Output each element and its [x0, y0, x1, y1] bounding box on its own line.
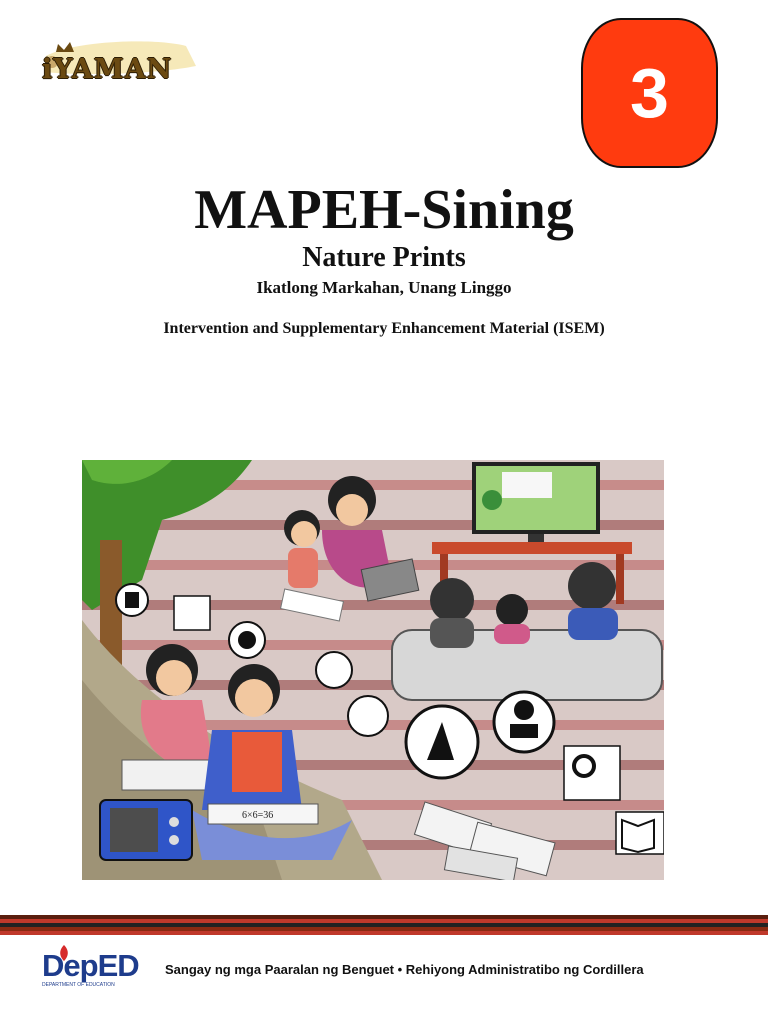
page-title: MAPEH-Sining: [194, 179, 574, 241]
footer-division-text: Sangay ng mga Paaralan ng Benguet • Rehiyong Administratibo ng Cordillera: [165, 962, 644, 977]
checklist-icon: [348, 696, 388, 736]
cover-illustration: [82, 460, 664, 880]
deped-logo-subtext: DEPARTMENT OF EDUCATION: [42, 982, 115, 988]
iyaman-logo-text: iYAMAN: [42, 54, 173, 85]
quarter-label: Ikatlong Markahan, Unang Linggo: [256, 278, 512, 297]
book-equation-text: 6×6=36: [242, 810, 274, 821]
grade-number: 3: [630, 54, 669, 132]
teacher-board-icon: [174, 596, 210, 630]
iyaman-logo: [36, 36, 206, 96]
family-learning-illustration: [82, 460, 664, 880]
material-label: Intervention and Supplementary Enhancement Material (ISEM): [163, 320, 605, 337]
deped-logo-text: DepED: [42, 948, 139, 983]
stripe: [0, 931, 768, 935]
tribal-stripe-band: [0, 915, 768, 939]
title-block: [0, 180, 768, 338]
page-subtitle: Nature Prints: [302, 242, 466, 273]
grade-badge: [581, 18, 718, 168]
puzzle-icon: [316, 652, 352, 688]
